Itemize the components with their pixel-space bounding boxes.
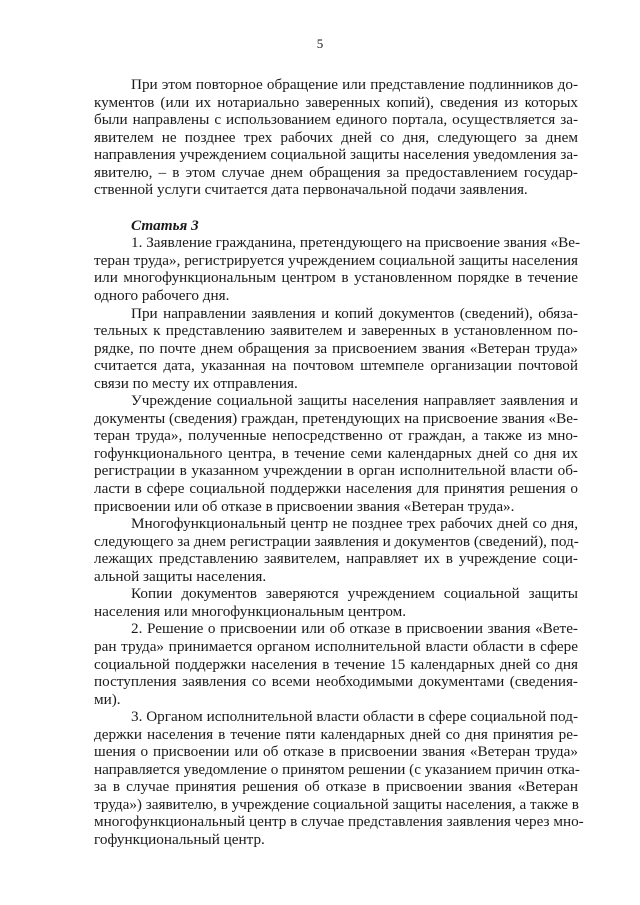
text-line: 1. Заявление гражданина, претендующего на присвоение звания «Ве- bbox=[131, 234, 581, 252]
article-heading: Статья 3 bbox=[131, 216, 199, 234]
text-line: Учреждение социальной защиты населения направляет заявления и bbox=[131, 392, 578, 410]
text-line: 2. Решение о присвоении или об отказе в присвоении звания «Вете- bbox=[131, 620, 578, 638]
text-line: держки населения в течение пяти календарных дней со дня принятия ре- bbox=[94, 725, 578, 743]
text-line: тельных к представлению заявителем и заверенных в установленном по- bbox=[94, 322, 578, 340]
text-line: направляется уведомление о принятом решении (с указанием причин отка- bbox=[94, 760, 580, 778]
text-line: ственной услуги считается дата первоначальной подачи заявления. bbox=[94, 181, 528, 199]
text-line: или многофункциональным центром в установленном порядке в течение bbox=[94, 269, 578, 287]
text-line: документы (сведения) граждан, претендующих на присвоение звания «Ве- bbox=[94, 409, 578, 427]
text-line: ласти в сфере социальной поддержки населения для принятия решения о bbox=[94, 480, 578, 498]
text-line: регистрации в указанном учреждении в орган исполнительной власти об- bbox=[94, 462, 578, 480]
text-line: Копии документов заверяются учреждением социальной защиты bbox=[131, 585, 578, 603]
text-line: гофункционального центра, в течение семи календарных дней со дня их bbox=[94, 444, 578, 462]
text-line: одного рабочего дня. bbox=[94, 287, 230, 305]
paragraph bbox=[94, 708, 584, 848]
text-line: следующего за днем регистрации заявления и документов (сведений), под- bbox=[94, 532, 579, 550]
paragraph bbox=[94, 392, 578, 515]
text-line: 3. Органом исполнительной власти области в сфере социальной под- bbox=[131, 708, 578, 726]
text-line: считается дата, указанная на почтовом штемпеле организации почтовой bbox=[94, 357, 578, 375]
text-line: теран труда», полученные непосредственно от граждан, а также из мно- bbox=[94, 427, 578, 445]
paragraph bbox=[94, 620, 578, 708]
paragraph bbox=[94, 305, 578, 393]
text-line: многофункциональный центр в случае представления заявления через мно- bbox=[94, 813, 584, 831]
text-line: труда») заявителю, в учреждение социальной защиты населения, а также в bbox=[94, 795, 579, 813]
text-line: явителем не позднее трех рабочих дней со дня, следующего за днем bbox=[94, 128, 578, 146]
text-line: При этом повторное обращение или представление подлинников до- bbox=[131, 76, 578, 93]
text-line: явителю, – в этом случае днем обращения за предоставлением государ- bbox=[94, 163, 578, 181]
text-line: направления учреждением социальной защиты населения уведомления за- bbox=[94, 146, 579, 164]
text-line: теран труда», регистрируется учреждением социальной защиты населения bbox=[94, 251, 578, 269]
page-number: 5 bbox=[316, 36, 324, 51]
text-line: ран труда» принимается органом исполнительной власти области в сфере bbox=[94, 637, 578, 655]
text-line: населения или многофункциональным центром. bbox=[94, 602, 407, 620]
text-line: были направлены с использованием единого портала, осуществляется за- bbox=[94, 111, 578, 129]
text-line: социальной поддержки населения в течение 15 календарных дней со дня bbox=[94, 655, 578, 673]
paragraph bbox=[94, 515, 578, 585]
text-line: рядке, по почте днем обращения за присвоением звания «Ветеран труда» bbox=[94, 339, 578, 357]
document-body bbox=[94, 76, 584, 849]
text-line: присвоении или об отказе в присвоении звания «Ветеран труда». bbox=[94, 497, 515, 515]
paragraph bbox=[94, 585, 578, 620]
text-line: поступления заявления со всеми необходимыми документами (сведения- bbox=[94, 673, 578, 691]
text-line: кументов (или их нотариально заверенных копий), сведения из которых bbox=[94, 93, 578, 111]
text-line: связи по месту их отправления. bbox=[94, 374, 298, 392]
text-line: лежащих представлению заявителем, направляет их в учреждение соци- bbox=[94, 550, 578, 568]
paragraph bbox=[94, 76, 578, 199]
text-line: за в случае принятия решения об отказе в присвоении звания «Ветеран bbox=[94, 778, 578, 796]
paragraph bbox=[94, 234, 581, 305]
text-line: шения о присвоении или об отказе в присвоении звания «Ветеран труда» bbox=[94, 743, 578, 761]
text-line: альной защиты населения. bbox=[94, 567, 267, 585]
text-line: ми). bbox=[94, 690, 121, 708]
text-line: Многофункциональный центр не позднее трех рабочих дней со дня, bbox=[131, 515, 578, 533]
text-line: гофункциональный центр. bbox=[94, 830, 265, 848]
spacer bbox=[94, 199, 578, 217]
text-line: При направлении заявления и копий документов (сведений), обяза- bbox=[131, 304, 578, 322]
